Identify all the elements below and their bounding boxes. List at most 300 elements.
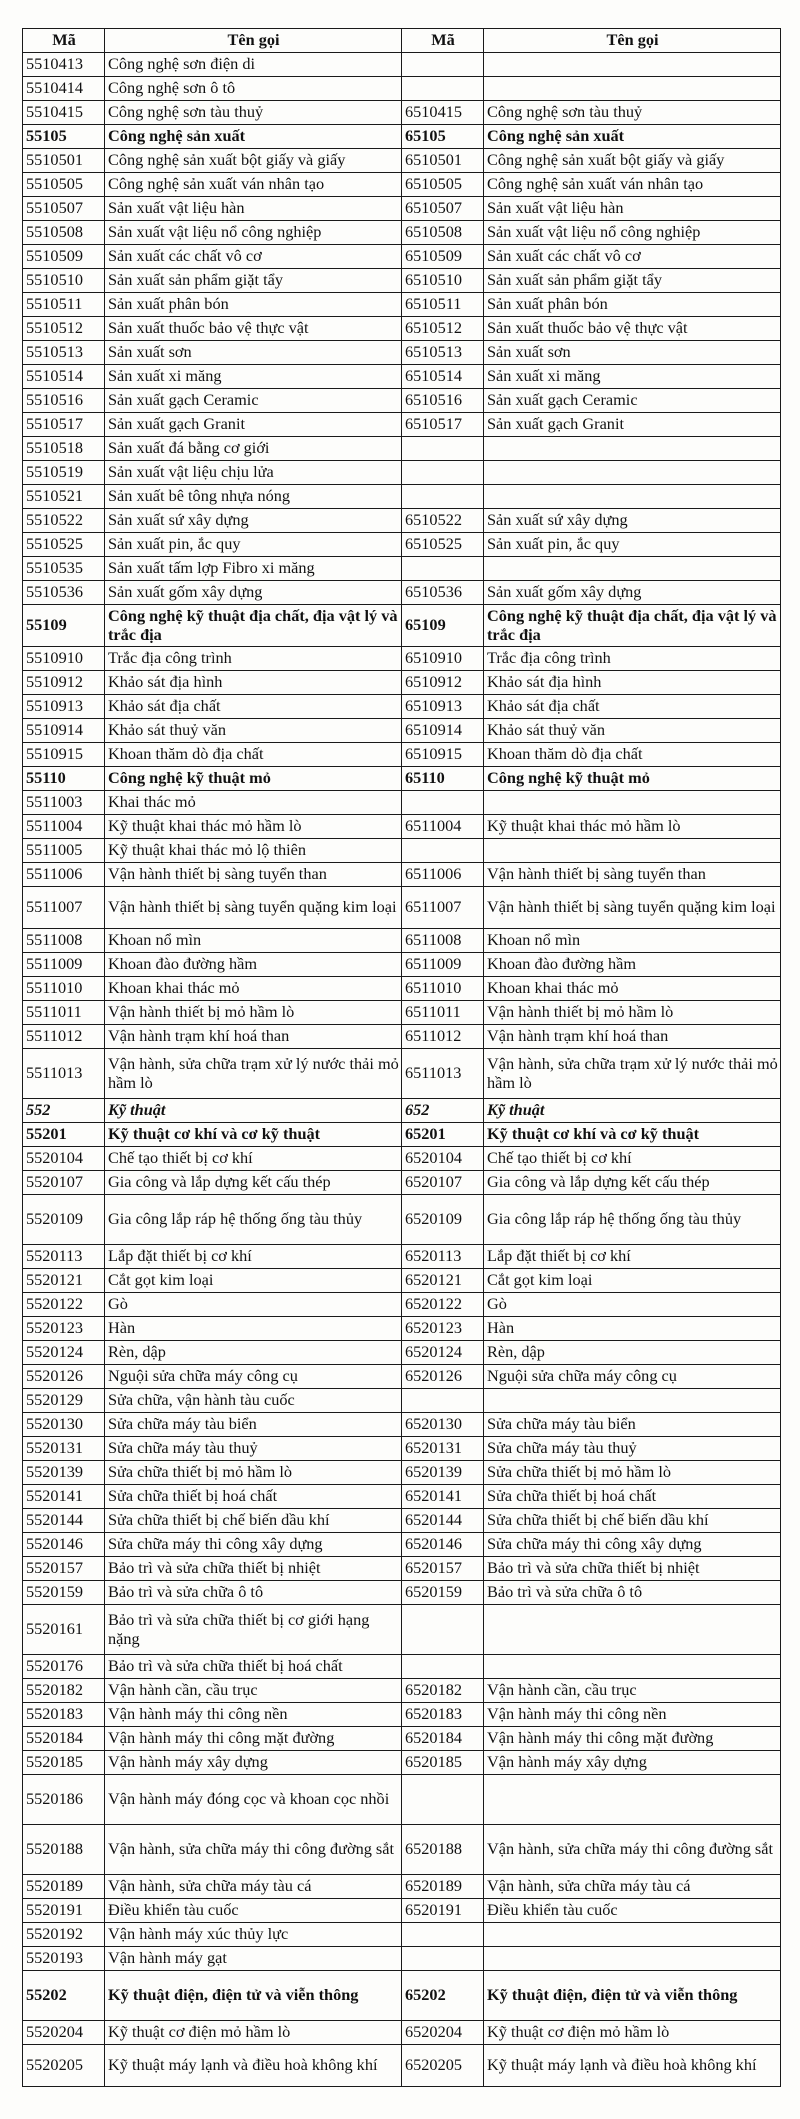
table-row [23,671,781,695]
cell-code-left: 5520191 [23,1899,105,1923]
cell-name-right: Trắc địa công trình [484,647,781,671]
cell-name-right: Sản xuất gạch Granit [484,413,781,437]
cell-code-right: 6510914 [402,719,484,743]
cell-name-right: Công nghệ sản xuất ván nhân tạo [484,173,781,197]
cell-code-right [402,461,484,485]
cell-code-right [402,485,484,509]
cell-code-right: 6510501 [402,149,484,173]
cell-name-left: Kỹ thuật [105,1099,402,1123]
cell-code-right: 6520183 [402,1703,484,1727]
cell-code-right: 6520189 [402,1875,484,1899]
cell-name-left: Rèn, dập [105,1341,402,1365]
occupation-code-table [22,28,781,2087]
table-row [23,1147,781,1171]
cell-code-right: 6511007 [402,887,484,929]
cell-name-left: Công nghệ sản xuất bột giấy và giấy [105,149,402,173]
cell-code-right: 6510915 [402,743,484,767]
cell-name-right: Gò [484,1293,781,1317]
cell-code-right: 6510505 [402,173,484,197]
cell-code-left: 5510507 [23,197,105,221]
cell-code-right: 6510913 [402,695,484,719]
table-row [23,413,781,437]
cell-code-right: 6520157 [402,1557,484,1581]
table-row [23,1581,781,1605]
cell-code-left: 5510512 [23,317,105,341]
table-row [23,647,781,671]
cell-code-left: 5510518 [23,437,105,461]
cell-code-right: 6511008 [402,929,484,953]
cell-code-right: 6510912 [402,671,484,695]
table-row [23,173,781,197]
table-row [23,1679,781,1703]
cell-code-right: 6520131 [402,1437,484,1461]
table-row [23,1461,781,1485]
cell-code-left: 5520161 [23,1605,105,1655]
cell-code-right [402,791,484,815]
cell-name-right: Vận hành thiết bị sàng tuyển quặng kim loại [484,887,781,929]
cell-name-left: Khoan đào đường hầm [105,953,402,977]
cell-name-left: Vận hành, sửa chữa trạm xử lý nước thải mỏ hầm lò [105,1049,402,1099]
cell-name-right [484,839,781,863]
cell-code-left: 5510521 [23,485,105,509]
cell-code-left: 55105 [23,125,105,149]
cell-name-right [484,1923,781,1947]
cell-name-left: Công nghệ sơn tàu thuỷ [105,101,402,125]
cell-name-left: Vận hành máy xây dựng [105,1751,402,1775]
cell-name-left: Kỹ thuật khai thác mỏ hầm lò [105,815,402,839]
cell-name-left: Công nghệ sản xuất ván nhân tạo [105,173,402,197]
table-row [23,605,781,647]
table-row [23,389,781,413]
cell-code-right: 6510516 [402,389,484,413]
table-row [23,1923,781,1947]
cell-code-right: 6510508 [402,221,484,245]
cell-name-left: Sản xuất pin, ắc quy [105,533,402,557]
table-row [23,533,781,557]
cell-code-right: 6511013 [402,1049,484,1099]
cell-name-right: Sửa chữa máy thi công xây dựng [484,1533,781,1557]
cell-code-right: 6510509 [402,245,484,269]
cell-code-left: 5520159 [23,1581,105,1605]
cell-name-left: Gia công lắp ráp hệ thống ống tàu thủy [105,1195,402,1245]
cell-name-right: Sản xuất xi măng [484,365,781,389]
cell-name-right: Lắp đặt thiết bị cơ khí [484,1245,781,1269]
cell-name-left: Sản xuất vật liệu nổ công nghiệp [105,221,402,245]
cell-code-right: 6510511 [402,293,484,317]
cell-name-left: Vận hành máy gạt [105,1947,402,1971]
cell-name-left: Vận hành máy xúc thủy lực [105,1923,402,1947]
table-row [23,149,781,173]
table-row [23,461,781,485]
table-row [23,1485,781,1509]
cell-name-left: Sản xuất gốm xây dựng [105,581,402,605]
cell-name-left: Công nghệ sơn điện di [105,53,402,77]
table-row [23,221,781,245]
table-row [23,2045,781,2087]
cell-code-left: 55202 [23,1971,105,2021]
cell-name-left: Kỹ thuật cơ điện mỏ hầm lò [105,2021,402,2045]
cell-code-left: 5520205 [23,2045,105,2087]
cell-code-left: 5511003 [23,791,105,815]
cell-name-right: Sản xuất gốm xây dựng [484,581,781,605]
cell-name-right: Bảo trì và sửa chữa ô tô [484,1581,781,1605]
cell-code-right [402,1605,484,1655]
table-row [23,815,781,839]
cell-name-left: Vận hành trạm khí hoá than [105,1025,402,1049]
cell-code-left: 5520146 [23,1533,105,1557]
cell-name-right: Cắt gọt kim loại [484,1269,781,1293]
cell-name-right [484,557,781,581]
cell-name-right: Vận hành, sửa chữa máy tàu cá [484,1875,781,1899]
cell-name-left: Khai thác mỏ [105,791,402,815]
cell-code-right [402,1947,484,1971]
cell-code-left: 5510501 [23,149,105,173]
cell-code-right: 6520159 [402,1581,484,1605]
cell-code-right: 6520121 [402,1269,484,1293]
cell-name-left: Nguội sửa chữa máy công cụ [105,1365,402,1389]
cell-name-left: Bảo trì và sửa chữa ô tô [105,1581,402,1605]
cell-code-left: 5520130 [23,1413,105,1437]
cell-name-left: Khoan khai thác mỏ [105,977,402,1001]
cell-code-right: 6510536 [402,581,484,605]
cell-code-right: 6520123 [402,1317,484,1341]
table-row [23,269,781,293]
cell-name-right [484,437,781,461]
cell-name-right: Gia công lắp ráp hệ thống ống tàu thủy [484,1195,781,1245]
cell-name-right: Vận hành máy thi công mặt đường [484,1727,781,1751]
cell-name-left: Sản xuất bê tông nhựa nóng [105,485,402,509]
cell-name-right: Sản xuất vật liệu hàn [484,197,781,221]
cell-name-right: Sản xuất vật liệu nổ công nghiệp [484,221,781,245]
cell-name-right [484,461,781,485]
table-row [23,1825,781,1875]
cell-code-left: 5510511 [23,293,105,317]
cell-name-left: Bảo trì và sửa chữa thiết bị cơ giới hạng nặng [105,1605,402,1655]
cell-code-left: 5511013 [23,1049,105,1099]
table-row [23,887,781,929]
cell-name-left: Công nghệ kỹ thuật địa chất, địa vật lý và trắc địa [105,605,402,647]
table-row [23,1317,781,1341]
cell-name-right [484,1605,781,1655]
cell-name-left: Kỹ thuật điện, điện tử và viễn thông [105,1971,402,2021]
cell-name-left: Sản xuất sản phẩm giặt tẩy [105,269,402,293]
cell-code-left: 5520189 [23,1875,105,1899]
cell-code-right: 6520204 [402,2021,484,2045]
table-row [23,1775,781,1825]
cell-name-right: Rèn, dập [484,1341,781,1365]
cell-code-right: 6520107 [402,1171,484,1195]
cell-name-left: Vận hành, sửa chữa máy tàu cá [105,1875,402,1899]
table-row [23,1171,781,1195]
cell-name-right: Kỹ thuật điện, điện tử và viễn thông [484,1971,781,2021]
cell-name-right: Công nghệ kỹ thuật địa chất, địa vật lý và trắc địa [484,605,781,647]
cell-name-right: Hàn [484,1317,781,1341]
cell-name-right: Sản xuất sản phẩm giặt tẩy [484,269,781,293]
cell-name-left: Sản xuất thuốc bảo vệ thực vật [105,317,402,341]
header-name-right: Tên gọi [484,29,781,53]
cell-code-right [402,437,484,461]
cell-name-right: Sản xuất sứ xây dựng [484,509,781,533]
table-row [23,1123,781,1147]
cell-code-right: 6520146 [402,1533,484,1557]
cell-name-left: Vận hành máy thi công mặt đường [105,1727,402,1751]
cell-name-right: Khảo sát địa chất [484,695,781,719]
cell-name-right: Sản xuất phân bón [484,293,781,317]
cell-name-right [484,791,781,815]
cell-code-left: 5510536 [23,581,105,605]
cell-code-left: 5520192 [23,1923,105,1947]
cell-name-left: Khoan nổ mìn [105,929,402,953]
cell-name-right: Vận hành máy thi công nền [484,1703,781,1727]
table-row [23,1655,781,1679]
cell-name-left: Sửa chữa máy tàu thuỷ [105,1437,402,1461]
cell-code-right: 652 [402,1099,484,1123]
cell-name-left: Sản xuất gạch Granit [105,413,402,437]
cell-code-right: 6511004 [402,815,484,839]
cell-code-left: 55201 [23,1123,105,1147]
cell-code-left: 5510910 [23,647,105,671]
table-row [23,1341,781,1365]
cell-code-right [402,53,484,77]
table-row [23,1293,781,1317]
cell-name-right: Sản xuất pin, ắc quy [484,533,781,557]
cell-name-right: Nguội sửa chữa máy công cụ [484,1365,781,1389]
table-row [23,1245,781,1269]
cell-code-right: 6511010 [402,977,484,1001]
cell-code-left: 5510508 [23,221,105,245]
table-row [23,509,781,533]
table-row [23,293,781,317]
cell-code-right: 65201 [402,1123,484,1147]
table-row [23,1971,781,2021]
cell-name-right: Khoan thăm dò địa chất [484,743,781,767]
cell-name-left: Vận hành máy đóng cọc và khoan cọc nhồi [105,1775,402,1825]
cell-code-right [402,1655,484,1679]
header-name-left: Tên gọi [105,29,402,53]
cell-code-right: 6510525 [402,533,484,557]
cell-name-left: Sản xuất sơn [105,341,402,365]
cell-code-right: 6520205 [402,2045,484,2087]
table-row [23,1269,781,1293]
table-row [23,719,781,743]
cell-name-left: Sản xuất xi măng [105,365,402,389]
cell-code-left: 5510513 [23,341,105,365]
table-row [23,1703,781,1727]
cell-name-right [484,53,781,77]
cell-code-right [402,1389,484,1413]
table-row [23,77,781,101]
cell-code-right: 6510517 [402,413,484,437]
table-row [23,743,781,767]
cell-code-left: 5520113 [23,1245,105,1269]
table-row [23,365,781,389]
table-row [23,953,781,977]
cell-name-left: Sửa chữa thiết bị mỏ hầm lò [105,1461,402,1485]
cell-code-left: 5510522 [23,509,105,533]
cell-name-right: Vận hành, sửa chữa trạm xử lý nước thải mỏ hầm lò [484,1049,781,1099]
table-row [23,197,781,221]
cell-code-left: 5510517 [23,413,105,437]
table-row [23,1947,781,1971]
cell-code-left: 5511007 [23,887,105,929]
cell-name-right: Khảo sát địa hình [484,671,781,695]
cell-code-left: 5520193 [23,1947,105,1971]
cell-code-right: 6520126 [402,1365,484,1389]
table-row [23,1751,781,1775]
cell-code-right [402,1775,484,1825]
cell-code-left: 5511008 [23,929,105,953]
cell-code-left: 55109 [23,605,105,647]
table-row [23,1025,781,1049]
cell-code-right: 6511009 [402,953,484,977]
cell-code-right: 6510522 [402,509,484,533]
cell-code-left: 5510413 [23,53,105,77]
cell-code-left: 5520176 [23,1655,105,1679]
cell-name-left: Vận hành cần, cầu trục [105,1679,402,1703]
cell-name-right: Kỹ thuật [484,1099,781,1123]
cell-name-right [484,1655,781,1679]
cell-code-right: 65110 [402,767,484,791]
cell-code-left: 5510510 [23,269,105,293]
cell-code-right: 6520113 [402,1245,484,1269]
cell-code-right [402,1923,484,1947]
table-row [23,929,781,953]
cell-name-right: Bảo trì và sửa chữa thiết bị nhiệt [484,1557,781,1581]
cell-name-right: Sản xuất gạch Ceramic [484,389,781,413]
cell-code-left: 5510912 [23,671,105,695]
cell-name-left: Bảo trì và sửa chữa thiết bị hoá chất [105,1655,402,1679]
table-row [23,1001,781,1025]
cell-code-right: 6520122 [402,1293,484,1317]
cell-code-left: 5520182 [23,1679,105,1703]
cell-name-left: Sửa chữa máy tàu biển [105,1413,402,1437]
cell-code-left: 5520204 [23,2021,105,2045]
cell-name-left: Công nghệ kỹ thuật mỏ [105,767,402,791]
cell-code-left: 5511011 [23,1001,105,1025]
cell-code-left: 5520139 [23,1461,105,1485]
cell-code-right: 65109 [402,605,484,647]
cell-code-right: 6520124 [402,1341,484,1365]
cell-name-left: Điều khiển tàu cuốc [105,1899,402,1923]
cell-name-right: Khoan nổ mìn [484,929,781,953]
cell-name-left: Cắt gọt kim loại [105,1269,402,1293]
cell-name-left: Sản xuất các chất vô cơ [105,245,402,269]
cell-code-left: 5520122 [23,1293,105,1317]
cell-name-left: Sản xuất vật liệu hàn [105,197,402,221]
table-row [23,791,781,815]
cell-name-left: Bảo trì và sửa chữa thiết bị nhiệt [105,1557,402,1581]
cell-name-right: Sửa chữa thiết bị mỏ hầm lò [484,1461,781,1485]
cell-code-right: 6520185 [402,1751,484,1775]
cell-name-left: Sửa chữa thiết bị hoá chất [105,1485,402,1509]
table-row [23,581,781,605]
cell-code-right: 6511006 [402,863,484,887]
cell-code-left: 5510505 [23,173,105,197]
cell-code-left: 5510519 [23,461,105,485]
cell-name-right [484,77,781,101]
cell-name-right: Sản xuất sơn [484,341,781,365]
cell-name-left: Sửa chữa thiết bị chế biến dầu khí [105,1509,402,1533]
table-row [23,695,781,719]
cell-name-left: Sản xuất gạch Ceramic [105,389,402,413]
cell-code-right: 6511012 [402,1025,484,1049]
cell-name-left: Vận hành thiết bị sàng tuyển quặng kim loại [105,887,402,929]
cell-name-right: Khảo sát thuỷ văn [484,719,781,743]
cell-code-left: 5510525 [23,533,105,557]
cell-name-right: Sản xuất các chất vô cơ [484,245,781,269]
cell-code-left: 5520126 [23,1365,105,1389]
cell-code-right: 6520191 [402,1899,484,1923]
cell-code-right: 6510507 [402,197,484,221]
cell-name-left: Gia công và lắp dựng kết cấu thép [105,1171,402,1195]
table-row [23,1099,781,1123]
table-row [23,101,781,125]
cell-code-left: 5510514 [23,365,105,389]
cell-name-left: Kỹ thuật máy lạnh và điều hoà không khí [105,2045,402,2087]
cell-code-right: 6510513 [402,341,484,365]
table-body [23,53,781,2087]
cell-name-left: Chế tạo thiết bị cơ khí [105,1147,402,1171]
table-header-row [23,29,781,53]
cell-name-right: Kỹ thuật máy lạnh và điều hoà không khí [484,2045,781,2087]
cell-name-left: Vận hành máy thi công nền [105,1703,402,1727]
cell-name-right: Kỹ thuật khai thác mỏ hầm lò [484,815,781,839]
table-row [23,863,781,887]
cell-code-left: 5510414 [23,77,105,101]
table-row [23,341,781,365]
cell-code-right: 65105 [402,125,484,149]
cell-name-right: Vận hành trạm khí hoá than [484,1025,781,1049]
header-code-left: Mã [23,29,105,53]
cell-name-left: Vận hành thiết bị mỏ hầm lò [105,1001,402,1025]
cell-code-left: 5510914 [23,719,105,743]
cell-code-right: 65202 [402,1971,484,2021]
table-row [23,1899,781,1923]
cell-name-right: Vận hành, sửa chữa máy thi công đường sắt [484,1825,781,1875]
table-row [23,317,781,341]
cell-code-right: 6510512 [402,317,484,341]
cell-name-left: Khảo sát địa hình [105,671,402,695]
cell-name-left: Công nghệ sơn ô tô [105,77,402,101]
cell-name-right [484,485,781,509]
header-code-right: Mã [402,29,484,53]
cell-code-left: 5511006 [23,863,105,887]
cell-name-right: Công nghệ sản xuất [484,125,781,149]
cell-code-left: 5520123 [23,1317,105,1341]
cell-code-left: 5511009 [23,953,105,977]
cell-code-right: 6520182 [402,1679,484,1703]
table-row [23,2021,781,2045]
table-row [23,1413,781,1437]
cell-name-left: Gò [105,1293,402,1317]
cell-name-left: Trắc địa công trình [105,647,402,671]
cell-code-left: 5520131 [23,1437,105,1461]
cell-name-right: Vận hành cần, cầu trục [484,1679,781,1703]
cell-code-right: 6520141 [402,1485,484,1509]
table-row [23,1509,781,1533]
cell-name-left: Kỹ thuật khai thác mỏ lộ thiên [105,839,402,863]
cell-name-left: Sản xuất đá bằng cơ giới [105,437,402,461]
cell-name-right: Vận hành máy xây dựng [484,1751,781,1775]
table-row [23,485,781,509]
cell-name-right: Sửa chữa thiết bị chế biến dầu khí [484,1509,781,1533]
cell-code-left: 5520144 [23,1509,105,1533]
cell-name-right: Công nghệ sản xuất bột giấy và giấy [484,149,781,173]
cell-name-right: Kỹ thuật cơ điện mỏ hầm lò [484,2021,781,2045]
cell-name-right: Công nghệ sơn tàu thuỷ [484,101,781,125]
table-row [23,1727,781,1751]
cell-code-right: 6510510 [402,269,484,293]
